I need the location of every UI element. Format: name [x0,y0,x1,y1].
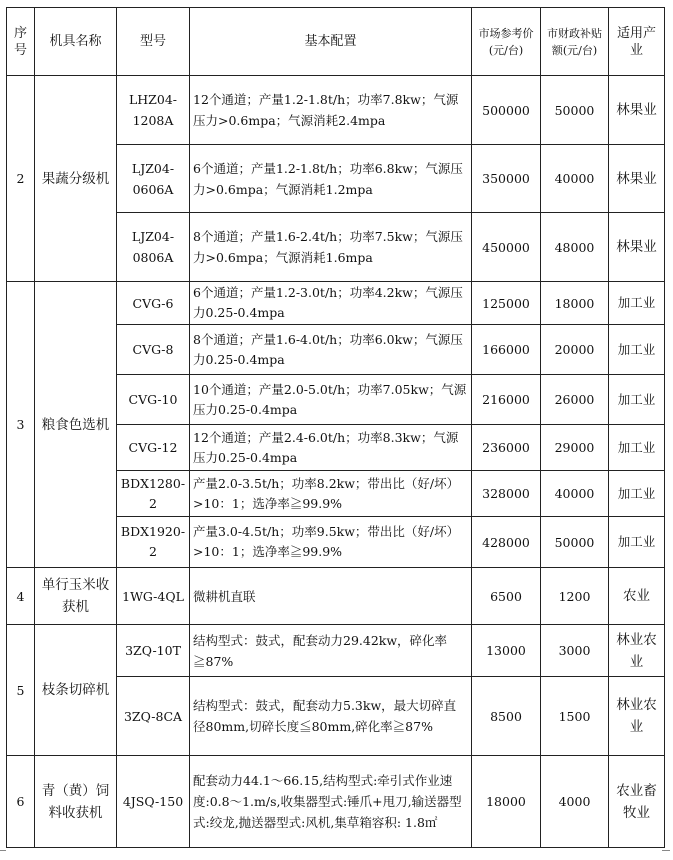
subsidy-cell: 18000 [541,282,609,325]
industry-cell: 农业 [609,568,665,625]
model-cell: LJZ04-0806A [117,213,190,282]
model-cell: BDX1280-2 [117,471,190,517]
crop-mark-right [662,850,670,859]
machine-name: 粮食色选机 [35,282,117,568]
price-cell: 350000 [472,145,541,213]
model-cell: LHZ04-1208A [117,76,190,145]
config-cell: 结构型式：鼓式，配套动力5.3kw，最大切碎直径80mm,切碎长度≦80mm,碎化率≧87% [190,677,472,756]
subsidy-cell: 26000 [541,375,609,425]
subsidy-cell: 50000 [541,517,609,568]
subsidy-cell: 20000 [541,325,609,375]
price-cell: 8500 [472,677,541,756]
table-row [7,625,665,677]
price-cell: 6500 [472,568,541,625]
price-cell: 500000 [472,76,541,145]
price-cell: 428000 [472,517,541,568]
industry-cell: 农业畜牧业 [609,756,665,848]
group-no: 4 [7,568,35,625]
config-cell: 配套动力44.1～66.15,结构型式:牵引式作业速度:0.8～1.m/s,收集器型式:锤爪+甩刀,输送器型式:绞龙,抛送器型式:风机,集草箱容积: 1.8㎡ [190,756,472,848]
machine-name: 青（黄）饲料收获机 [35,756,117,848]
price-cell: 13000 [472,625,541,677]
config-cell: 8个通道；产量1.6-2.4t/h；功率7.5kw；气源压力>0.6mpa；气源消耗1.6mpa [190,213,472,282]
model-cell: CVG-6 [117,282,190,325]
config-cell: 产量3.0-4.5t/h；功率9.5kw；带出比（好/坏）>10：1；选净率≧99.9% [190,517,472,568]
model-cell: 1WG-4QL [117,568,190,625]
config-cell: 10个通道；产量2.0-5.0t/h；功率7.05kw；气源压力0.25-0.4mpa [190,375,472,425]
group-no: 6 [7,756,35,848]
industry-cell: 林果业 [609,213,665,282]
header-row [7,8,665,76]
industry-cell: 林业农业 [609,677,665,756]
model-cell: CVG-10 [117,375,190,425]
subsidy-cell: 3000 [541,625,609,677]
table-row [7,282,665,325]
header-no: 序号 [7,8,35,76]
industry-cell: 加工业 [609,375,665,425]
model-cell: BDX1920-2 [117,517,190,568]
group-no: 5 [7,625,35,756]
config-cell: 12个通道；产量1.2-1.8t/h；功率7.8kw；气源压力>0.6mpa；气源消耗2.4mpa [190,76,472,145]
config-cell: 8个通道；产量1.6-4.0t/h；功率6.0kw；气源压力0.25-0.4mpa [190,325,472,375]
config-cell: 6个通道；产量1.2-3.0t/h；功率4.2kw；气源压力0.25-0.4mpa [190,282,472,325]
config-cell: 12个通道；产量2.4-6.0t/h；功率8.3kw；气源压力0.25-0.4mpa [190,425,472,471]
header-price: 市场参考价(元/台) [472,8,541,76]
industry-cell: 加工业 [609,471,665,517]
price-cell: 125000 [472,282,541,325]
subsidy-cell: 4000 [541,756,609,848]
model-cell: CVG-8 [117,325,190,375]
industry-cell: 加工业 [609,425,665,471]
price-cell: 166000 [472,325,541,375]
subsidy-cell: 40000 [541,471,609,517]
model-cell: 3ZQ-8CA [117,677,190,756]
config-cell: 产量2.0-3.5t/h；功率8.2kw；带出比（好/坏）>10：1；选净率≧99.9% [190,471,472,517]
price-cell: 236000 [472,425,541,471]
header-subsidy: 市财政补贴额(元/台) [541,8,609,76]
group-no: 3 [7,282,35,568]
header-model: 型号 [117,8,190,76]
price-cell: 216000 [472,375,541,425]
industry-cell: 林果业 [609,76,665,145]
industry-cell: 加工业 [609,325,665,375]
config-cell: 结构型式：鼓式，配套动力29.42kw，碎化率≧87% [190,625,472,677]
table-row [7,568,665,625]
header-industry: 适用产业 [609,8,665,76]
config-cell: 微耕机直联 [190,568,472,625]
price-cell: 450000 [472,213,541,282]
machinery-subsidy-table [6,7,665,848]
model-cell: 4JSQ-150 [117,756,190,848]
table-row [7,76,665,145]
machine-name: 枝条切碎机 [35,625,117,756]
machine-name: 果蔬分级机 [35,76,117,282]
price-cell: 328000 [472,471,541,517]
subsidy-cell: 1200 [541,568,609,625]
industry-cell: 加工业 [609,517,665,568]
subsidy-cell: 29000 [541,425,609,471]
header-config: 基本配置 [190,8,472,76]
subsidy-cell: 50000 [541,76,609,145]
subsidy-cell: 1500 [541,677,609,756]
group-no: 2 [7,76,35,282]
model-cell: CVG-12 [117,425,190,471]
machine-name: 单行玉米收获机 [35,568,117,625]
industry-cell: 加工业 [609,282,665,325]
subsidy-cell: 48000 [541,213,609,282]
model-cell: 3ZQ-10T [117,625,190,677]
industry-cell: 林果业 [609,145,665,213]
table-row [7,756,665,848]
header-name: 机具名称 [35,8,117,76]
config-cell: 6个通道；产量1.2-1.8t/h；功率6.8kw；气源压力>0.6mpa；气源消耗1.2mpa [190,145,472,213]
subsidy-cell: 40000 [541,145,609,213]
price-cell: 18000 [472,756,541,848]
industry-cell: 林业农业 [609,625,665,677]
crop-mark-left [0,850,6,859]
model-cell: LJZ04-0606A [117,145,190,213]
